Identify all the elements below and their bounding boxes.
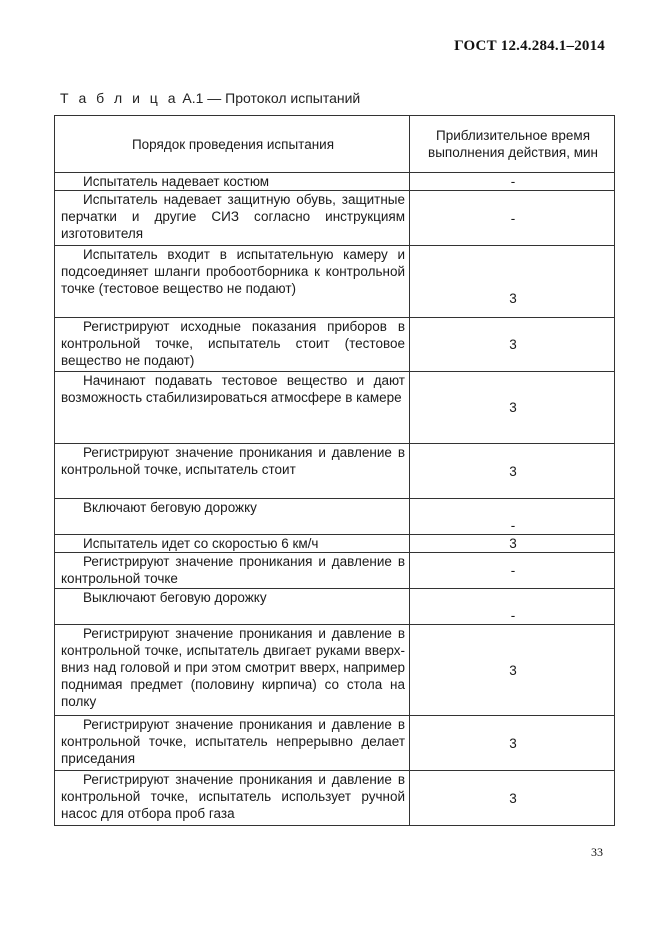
- procedure-cell: Регистрируют значение проникания и давление в контрольной точке, испытатель непрерывно делает приседания: [55, 716, 410, 771]
- procedure-cell: Включают беговую дорожку: [55, 499, 410, 535]
- table-row: [55, 318, 615, 372]
- table-row: [55, 771, 615, 826]
- test-protocol-table: [54, 115, 615, 826]
- table-row: [55, 372, 615, 444]
- procedure-cell: Регистрируют значение проникания и давление в контрольной точке, испытатель стоит: [55, 444, 410, 499]
- time-cell: -: [410, 589, 615, 625]
- caption-title: — Протокол испытаний: [207, 90, 361, 106]
- table-row: [55, 499, 615, 535]
- time-cell: 3: [410, 771, 615, 826]
- time-cell: 3: [410, 246, 615, 318]
- time-cell: -: [410, 173, 615, 191]
- time-cell: 3: [410, 716, 615, 771]
- caption-number: А.1: [182, 90, 204, 106]
- procedure-cell: Начинают подавать тестовое вещество и дают возможность стабилизироваться атмосфере в камере: [55, 372, 410, 444]
- time-cell: -: [410, 553, 615, 589]
- header-time: Приблизительное время выполнения действия, мин: [410, 116, 615, 173]
- page-number: 33: [591, 845, 603, 859]
- time-cell: 3: [410, 372, 615, 444]
- procedure-cell: Регистрируют значение проникания и давление в контрольной точке, испытатель использует ручной насос для отбора проб газа: [55, 771, 410, 826]
- time-cell: 3: [410, 318, 615, 372]
- procedure-cell: Испытатель надевает защитную обувь, защитные перчатки и другие СИЗ согласно инструкциям изготовителя: [55, 191, 410, 246]
- header-procedure: Порядок проведения испытания: [55, 116, 410, 173]
- procedure-cell: Регистрируют значение проникания и давление в контрольной точке, испытатель двигает руками вверх-вниз над головой и при этом смотрит вверх, например поднимая предмет (половину кирпича) со стола на полку: [55, 625, 410, 716]
- procedure-cell: Испытатель входит в испытательную камеру и подсоединяет шланги пробоотборника к контрольной точке (тестовое вещество не подают): [55, 246, 410, 318]
- table-row: [55, 173, 615, 191]
- table-header-row: [55, 116, 615, 173]
- table-row: [55, 246, 615, 318]
- time-cell: -: [410, 191, 615, 246]
- table-row: [55, 535, 615, 553]
- procedure-cell: Регистрируют исходные показания приборов в контрольной точке, испытатель стоит (тестовое вещество не подают): [55, 318, 410, 372]
- time-cell: 3: [410, 535, 615, 553]
- table-caption: [60, 90, 360, 106]
- table-row: [55, 553, 615, 589]
- table-row: [55, 444, 615, 499]
- caption-label: Т а б л и ц а: [60, 90, 179, 106]
- procedure-cell: Выключают беговую дорожку: [55, 589, 410, 625]
- procedure-cell: Испытатель идет со скоростью 6 км/ч: [55, 535, 410, 553]
- table-row: [55, 191, 615, 246]
- table-row: [55, 625, 615, 716]
- table-row: [55, 589, 615, 625]
- table-row: [55, 716, 615, 771]
- time-cell: 3: [410, 625, 615, 716]
- document-standard-header: ГОСТ 12.4.284.1–2014: [454, 38, 605, 54]
- time-cell: 3: [410, 444, 615, 499]
- procedure-cell: Регистрируют значение проникания и давление в контрольной точке: [55, 553, 410, 589]
- procedure-cell: Испытатель надевает костюм: [55, 173, 410, 191]
- time-cell: -: [410, 499, 615, 535]
